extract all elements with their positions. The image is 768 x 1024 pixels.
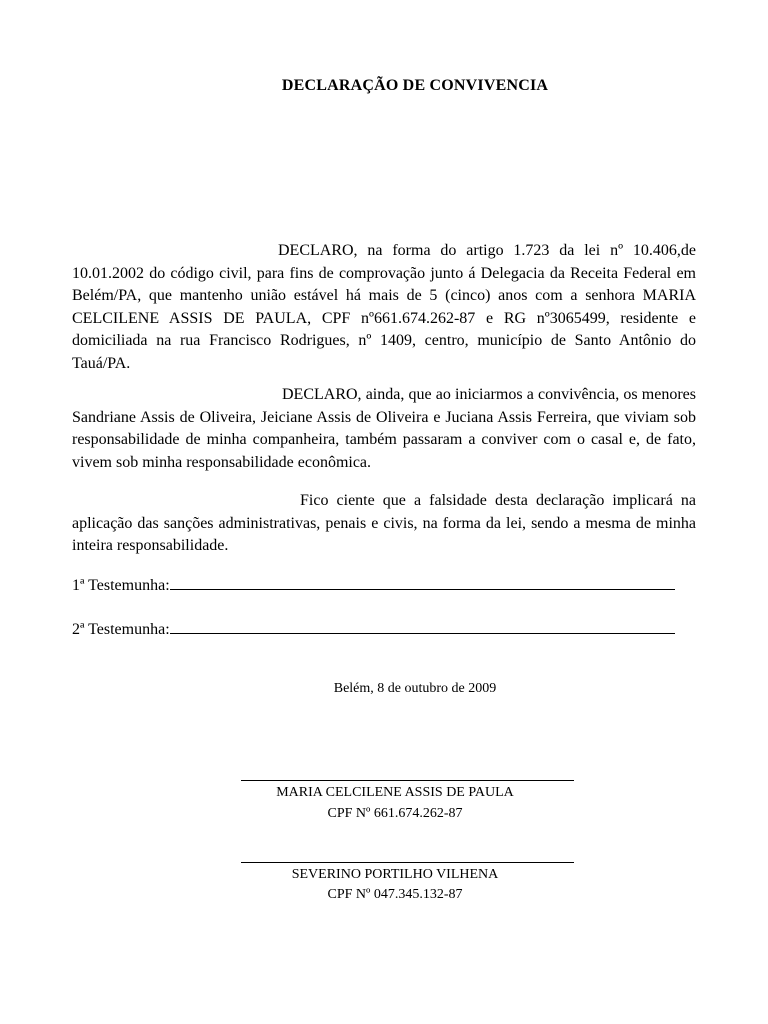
paragraph-declaration: DECLARO, na forma do artigo 1.723 da lei nº 10.406,de 10.01.2002 do código civil, para fins de comprovação junto á Delegacia da Receita Federal em Belém/PA, que mantenho união estável há mais de 5 (cinco) anos com a senhora MARIA CELCILENE ASSIS DE PAULA, CPF nº661.674.262-87 e RG nº3065499, residente e domiciliada na rua Francisco Rodrigues, nº 1409, centro, município de Santo Antônio do Tauá/PA. xyxy=(72,242,696,372)
document-title: DECLARAÇÃO DE CONVIVENCIA xyxy=(281,77,549,94)
witness-1-label: 1ª Testemunha: xyxy=(72,577,170,594)
paragraph-liability: Fico ciente que a falsidade desta declaração implicará na aplicação das sanções administrativas, penais e civis, na forma da lei, sendo a mesma de minha inteira responsabilidade. xyxy=(72,492,696,554)
paragraph-dependents: DECLARO, ainda, que ao iniciarmos a convivência, os menores Sandriane Assis de Oliveira, Jeiciane Assis de Oliveira e Juciana Assis Ferreira, que viviam sob responsabilidade de minha companheira, também passaram a conviver com o casal e, de fato, vivem sob minha responsabilidade econômica. xyxy=(72,386,696,471)
signatory-1-cpf: CPF Nº 661.674.262-87 xyxy=(327,806,463,821)
witness-1-field xyxy=(72,575,692,595)
signatory-1-name: MARIA CELCILENE ASSIS DE PAULA xyxy=(276,785,514,800)
witness-2-line xyxy=(170,619,675,634)
signatory-2-name: SEVERINO PORTILHO VILHENA xyxy=(291,867,499,882)
signature-line-2 xyxy=(241,862,574,863)
date-line: Belém, 8 de outubro de 2009 xyxy=(333,681,497,696)
witness-2-label: 2ª Testemunha: xyxy=(72,621,170,638)
witness-1-line xyxy=(170,575,675,590)
witness-2-field xyxy=(72,619,692,639)
signature-line-1 xyxy=(241,780,574,781)
signatory-2-cpf: CPF Nº 047.345.132-87 xyxy=(327,887,463,902)
